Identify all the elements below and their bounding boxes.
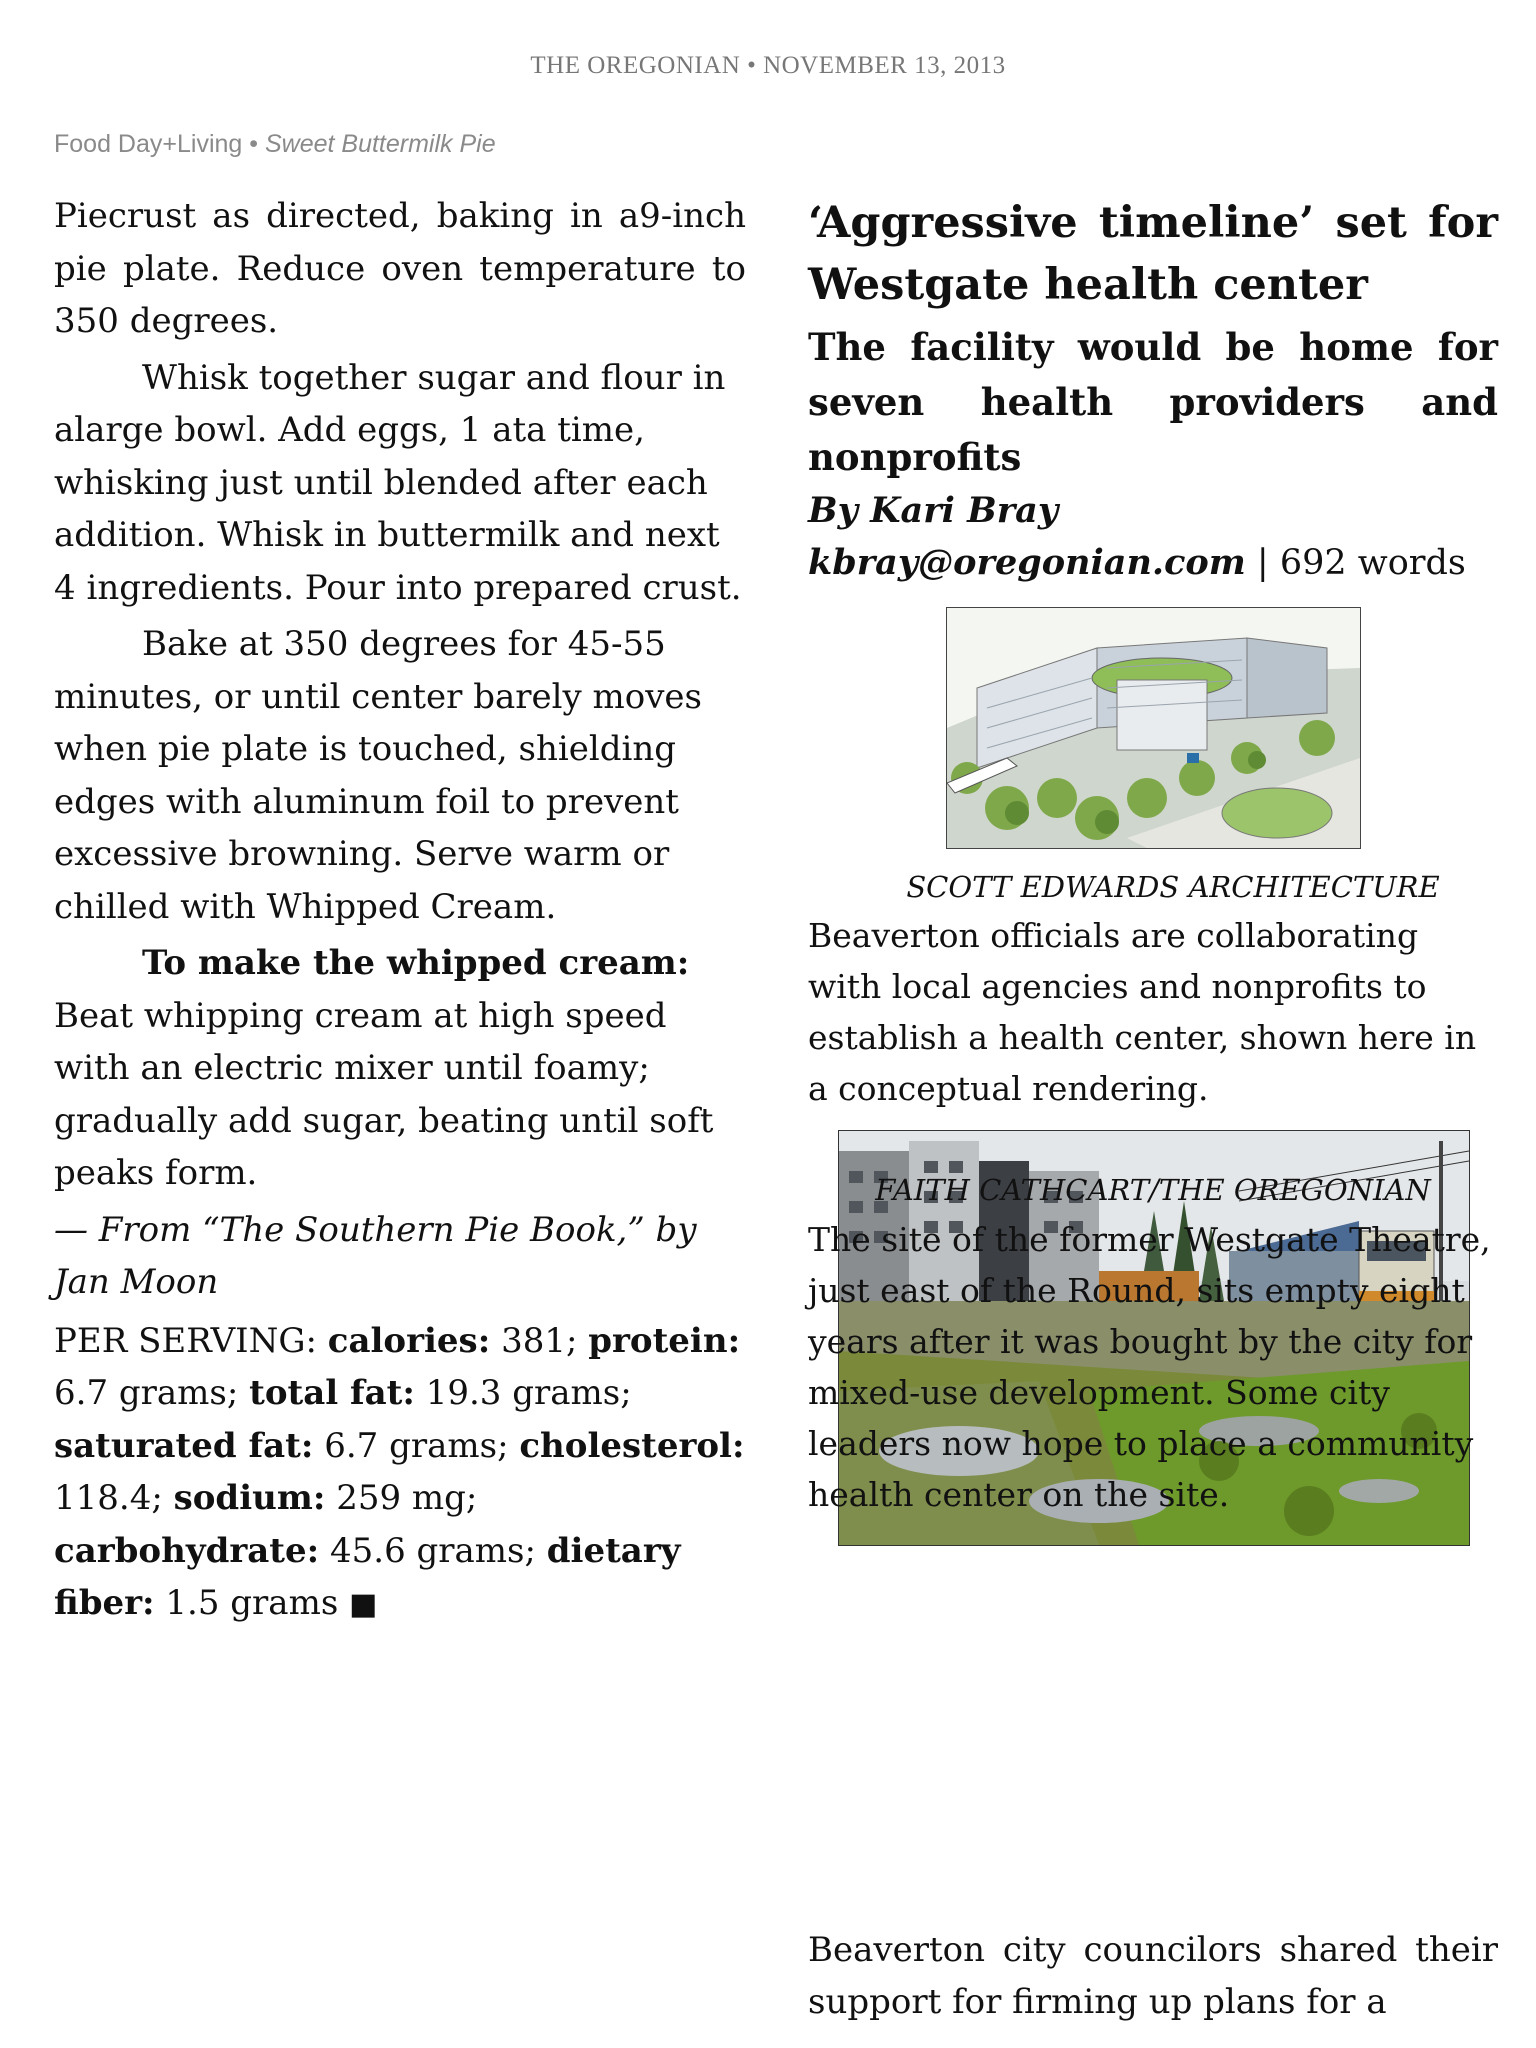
nutrition-value: 19.3 grams; — [425, 1373, 632, 1413]
nutrition-label: protein: — [588, 1320, 741, 1361]
section-breadcrumb — [54, 130, 496, 159]
author-contact — [808, 537, 1498, 589]
story-title: Sweet Buttermilk Pie — [264, 130, 496, 158]
nutrition-label: saturated fat: — [54, 1425, 314, 1466]
nutrition-label: calories: — [327, 1320, 491, 1361]
nutrition-value: 259 mg; — [336, 1478, 478, 1518]
article-headline[interactable]: ‘Aggressive timeline’ set for Westgate health center — [808, 198, 1498, 310]
recipe-column — [54, 190, 746, 1636]
article-column — [808, 192, 1498, 589]
article-subhead — [808, 320, 1498, 485]
recipe-paragraph-2: Whisk together sugar and flour in alarge bowl. Add eggs, 1 ata time, whisking just until blended after each addition. Whisk in buttermilk and next 4 ingredients. Pour into prepared crust. — [54, 357, 742, 608]
nutrition-info — [54, 1315, 746, 1632]
recipe-source: — From “The Southern Pie Book,” by Jan Moon — [54, 1209, 697, 1302]
nutrition-value: 45.6 grams; — [330, 1530, 536, 1571]
whipped-cream-heading: To make the whipped cream: — [142, 943, 690, 983]
photo-caption: The site of the former Westgate Theatre, just east of the Round, sits empty eight years after it was bought by the city for mixed-use development. Some city leaders now hope to place a community health center on the site. — [808, 1220, 1491, 1514]
article-body: Beaverton city councilors shared their support for firming up plans for a — [808, 1930, 1498, 2022]
photo-credit: SCOTT EDWARDS ARCHITECTURE — [906, 870, 1440, 904]
nutrition-value: 1.5 grams — [165, 1583, 339, 1623]
nutrition-label: cholesterol: — [519, 1425, 745, 1466]
author-email-link[interactable]: kbray@oregonian.com — [808, 542, 1246, 583]
word-count: | 692 words — [1245, 543, 1466, 583]
recipe-paragraph-1: Piecrust as directed, baking in a9-inch pie plate. Reduce oven temperature to 350 degrees. — [54, 196, 746, 341]
breadcrumb-separator: • — [249, 130, 259, 158]
subhead-line: seven health providers and — [808, 380, 1498, 424]
subhead-line: The facility would be home for — [808, 325, 1498, 369]
nutrition-value: 381; — [501, 1320, 578, 1361]
end-of-story-icon: ■ — [349, 1587, 378, 1622]
photo-caption: Beaverton officials are collaborating with local agencies and nonprofits to establish a health center, shown here in a conceptual rendering. — [808, 916, 1477, 1108]
whipped-cream-text: Beat whipping cream at high speed with an electric mixer until foamy; gradually add sugar, beating until soft peaks form. — [54, 995, 714, 1193]
architecture-rendering-image — [946, 607, 1361, 849]
nutrition-label: dietary fiber: — [54, 1530, 681, 1623]
nutrition-value: 6.7 grams; — [54, 1373, 239, 1413]
section-name[interactable]: Food Day+Living — [54, 130, 243, 158]
nutrition-value: 6.7 grams; — [324, 1425, 509, 1466]
nutrition-value: 118.4; — [54, 1478, 163, 1518]
nutrition-prefix: PER SERVING: — [54, 1320, 317, 1361]
nutrition-label: total fat: — [249, 1373, 415, 1413]
recipe-paragraph-3: Bake at 350 degrees for 45-55 minutes, or until center barely moves when pie plate is touched, shielding edges with aluminum foil to prevent excessive browning. Serve warm or chilled with Whipped Cream. — [54, 624, 702, 927]
publication-header: THE OREGONIAN • NOVEMBER 13, 2013 — [530, 52, 1006, 79]
subhead-line: nonprofits — [808, 435, 1022, 479]
nutrition-label: sodium: — [173, 1478, 326, 1518]
nutrition-label: carbohydrate: — [54, 1530, 320, 1571]
photo-credit: FAITH CATHCART/THE OREGONIAN — [875, 1173, 1431, 1207]
article-byline: By Kari Bray — [808, 490, 1059, 531]
